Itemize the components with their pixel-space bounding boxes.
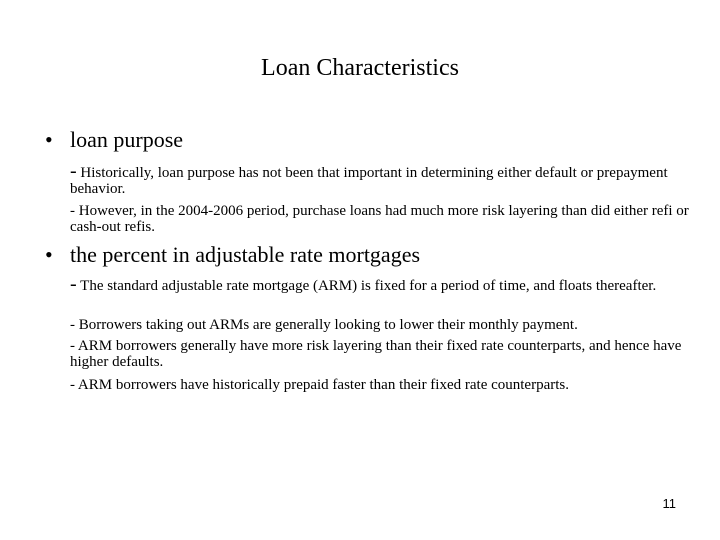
sub-item-prepaid-faster: - ARM borrowers have historically prepaid faster than their fixed rate counterparts.	[70, 377, 569, 393]
bullet-adjustable-rate	[45, 242, 705, 268]
sub-item-however: - However, in the 2004-2006 period, purchase loans had much more risk layering than did either refi or cash-out refis.	[70, 203, 689, 235]
sub-item-text: The standard adjustable rate mortgage (ARM) is fixed for a period of time, and floats thereafter.	[76, 278, 657, 294]
bullet-marker: •	[45, 242, 53, 267]
sub-item-borrowers-arms: - Borrowers taking out ARMs are generally looking to lower their monthly payment.	[70, 317, 578, 333]
sub-item-dash: -	[70, 273, 77, 295]
slide-title: Loan Characteristics	[261, 55, 459, 81]
bullet-marker: •	[45, 127, 53, 152]
bullet-text: the percent in adjustable rate mortgages	[70, 242, 421, 267]
sub-item-standard-arm	[70, 273, 710, 295]
sub-item-risk-layering: - ARM borrowers generally have more risk layering than their fixed rate counterparts, and hence have higher defaults.	[70, 338, 682, 370]
bullet-loan-purpose	[45, 127, 705, 153]
slide-number: 11	[662, 496, 676, 511]
sub-item-historically	[70, 160, 710, 197]
sub-item-text: Historically, loan purpose has not been that important in determining either default or prepayment behavior.	[70, 165, 668, 197]
bullet-text: loan purpose	[70, 127, 184, 152]
sub-item-dash: -	[70, 160, 77, 182]
